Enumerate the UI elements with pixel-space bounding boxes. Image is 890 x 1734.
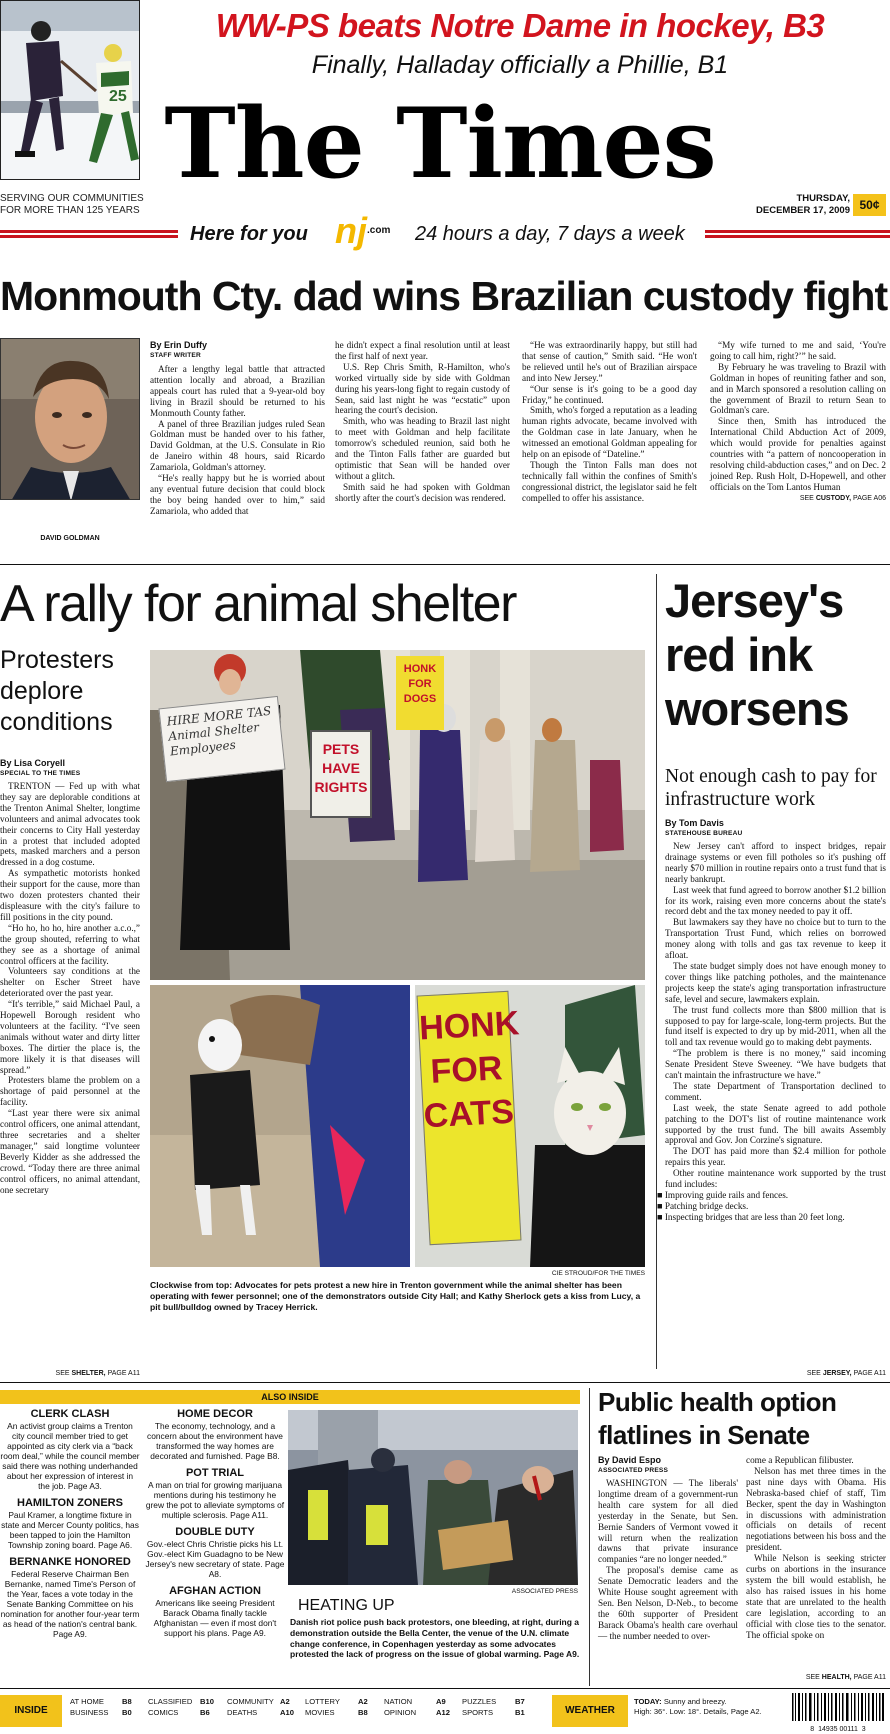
brief-text: An activist group claims a Trenton city council member tried to get appointed as city clerk via a “back room deal,” while the council member said there was nothing underhanded about her expression of interest in the job. Page A3. [0,1421,140,1491]
rally-byline: By Lisa Coryell [0,758,66,768]
index-community[interactable] [227,1697,274,1707]
rally-photo-caption: Clockwise from top: Advocates for pets protest a new hire in Trenton government while the animal shelter has been operating with fewer personnel; one of the demonstrators outside City Hall; and Kathy Sherlock gets a kiss from Lucy, a pit bull/bulldog owned by Tracey Herrick. [150,1280,641,1312]
rally-p2: “Ho ho, ho ho, hire another a.c.o.,” the group shouted, referring to what they see as a shortage of animal control officers at the facility. [0,922,140,966]
riot-photo-caption: Danish riot police push back protestors, one bleeding, at right, during a demonstration outside the Bella Center, the venue of the U.N. climate change conference, in Copenhagen yesterday as some advocates protested the lack of progress on the issue of global warming. Page A9. [290,1617,580,1660]
brief-head: POT TRIAL [185,1467,245,1479]
see-bold: CUSTODY, [815,494,852,502]
brief-head: HAMILTON ZONERS [17,1497,123,1509]
index-section: BUSINESS [70,1708,109,1717]
index-page: B8 [122,1697,132,1706]
index-section: CLASSIFIED [148,1697,193,1706]
custody-headline[interactable]: Monmouth Cty. dad wins Brazilian custody fight [0,273,888,319]
index-page: B7 [515,1697,525,1706]
custody-c3p2: Smith, who's forged a reputation as a leading human rights advocate, became involved with the Goldman case in late January, when he witnessed an emotional Goldman appealing for help on an episode of “Dateline.” [522,405,697,460]
weather-label[interactable]: WEATHER [552,1695,628,1727]
brief-double-duty[interactable] [145,1526,285,1579]
brief-bernanke[interactable] [0,1556,140,1639]
brief-text: Gov.-elect Chris Christie picks his Lt. Gov.-elect Kim Guadagno to be New Jersey's new secretary of state. Page A8. [145,1539,285,1579]
see-page: PAGE A11 [853,1370,886,1377]
index-bar [0,1688,890,1733]
sign-hire-more: HIRE MORE TAS Animal Shelter Employees [158,696,285,782]
brief-hamilton-zoners[interactable] [0,1497,140,1550]
jersey-p1: Last week that fund agreed to borrow another $1.2 billion for its work, raising even more concerns about the state's record debt and the tax money needed to pay it off. [665,884,886,917]
index-comics[interactable] [148,1708,178,1718]
index-page: B1 [515,1708,525,1717]
brief-head: HOME DECOR [177,1408,253,1420]
brief-text: Federal Reserve Chairman Ben Bernanke, named Time's Person of the Year, faces a vote today in the Senate Banking Committee on his nomination for another four-year term as head of the nation's central bank. Page A9. [0,1569,140,1639]
custody-c3p3: Though the Tinton Falls man does not technically fall within the confines of Smith's congressional district, the legislator said he felt compelled to offer his assistance. [522,459,697,503]
index-section: DEATHS [227,1708,258,1717]
index-page: A2 [358,1697,368,1706]
tagline-rule-right [705,230,890,238]
rally-p0: TRENTON — Fed up with what they say are deplorable conditions at the Trenton Animal Shelter, longtime volunteers and animal advocates took their concerns to City Hall yesterday in a protest that included adopted pets, masked marchers and a person dressed in a dog costume. [0,781,140,868]
brief-text: Paul Kramer, a longtime fixture in state and Mercer County politics, has been tapped to join the Hamilton Township zoning board. Page A6. [1,1510,139,1550]
index-page: A10 [280,1708,294,1717]
weather-today: TODAY: [634,1697,662,1706]
index-at-home-page [122,1697,132,1707]
custody-c3p1: “Our sense is it's going to be a good day Friday,” he continued. [522,383,697,405]
price-badge: 50¢ [853,194,886,216]
index-section: SPORTS [462,1708,494,1717]
custody-c2p0: he didn't expect a final resolution until at least the first half of next year. [335,340,510,361]
brief-afghan-action[interactable] [145,1585,285,1638]
index-classified[interactable] [148,1697,192,1707]
see-page: PAGE A06 [853,494,886,502]
custody-c4p1: By February he was traveling to Brazil with Goldman in hopes of reuniting father and son, and in March sponsored a resolution calling on the government of Brazil to return Sean to Goldman's care. [710,361,886,416]
jersey-p7: Last week, the state Senate agreed to add pothole patching to the DOT's list of routine maintenance work supported by the trust fund. The bill awaits Assembly approval and Gov. Jon Corzine's signature. [665,1102,886,1146]
bullet-text: Patching bridge decks. [664,1200,749,1211]
jersey-p6: The state Department of Transportation declined to comment. [665,1080,886,1102]
index-page: B10 [200,1697,214,1706]
health-c2p2: While Nelson is seeking stricter curbs on abortions in the insurance system the bill would establish, he also has raised issues in his home state that are unrelated to the health care legislation, according to an official with close ties to the senator. The official spoke on [746,1553,886,1640]
nj-logo-text: nj [335,210,367,251]
index-section: COMMUNITY [227,1697,274,1706]
jersey-p4: The trust fund collects more than $800 million that is supposed to pay for large-scale, long-term projects. But the fund itself is expected to dry up by mid-2011, when all the toll and tax revenue would go to making debt payments. [665,1004,886,1048]
riot-police-photo[interactable] [288,1410,578,1585]
index-nation-page [436,1697,446,1707]
barcode [790,1693,886,1733]
brief-clerk-clash[interactable] [0,1408,140,1491]
teaser-hockey[interactable]: WW-PS beats Notre Dame in hockey, B3 [215,7,825,44]
weather-line2: High: 36°. Low: 18°. Details, Page A2. [634,1707,762,1716]
custody-c2p2: Smith, who was heading to Brazil last night to meet with Goldman and help facilitate tomorrow's scheduled reunion, said both he and the Tinton Falls father are guarded but optimistic that Sean will be handed over without a glitch. [335,416,510,481]
hockey-players-image [1,1,140,180]
nj-logo-suffix: .com [367,225,391,236]
index-puzzles-page [515,1697,525,1707]
weekday: THURSDAY, [796,193,850,204]
rally-p3: Volunteers say conditions at the shelter on Escher Street have deteriorated over the past year. [0,966,140,999]
index-section: LOTTERY [305,1697,340,1706]
health-c2p0: come a Republican filibuster. [746,1455,854,1465]
bullet-text: Improving guide rails and fences. [664,1190,789,1200]
jersey-subhead: Not enough cash to pay for infrastructure work [665,766,877,810]
index-section: AT HOME [70,1697,104,1706]
rally-p1: As sympathetic motorists honked their support for the cause, more than two dozen protesters chanted their displeasure with the city's failure to fill positions in the city pound. [0,868,140,922]
index-sports[interactable] [462,1708,493,1718]
copenhagen-protest-image [288,1410,578,1585]
weather-forecast [634,1697,784,1717]
index-movies-page [358,1708,368,1718]
tagline-left: Here for you [190,223,308,245]
riot-photo-credit: ASSOCIATED PRESS [511,1588,578,1595]
hockey-photo[interactable] [0,0,140,180]
section-rule-2 [0,1382,890,1383]
sign-honk-dogs: HONK FOR DOGS [396,656,444,730]
riot-photo-head: HEATING UP [298,1597,395,1614]
index-movies[interactable] [305,1708,335,1718]
brief-head: DOUBLE DUTY [175,1526,255,1538]
health-c1p0: WASHINGTON — The liberals' longtime dream of a government-run health care system for all died yesterday in the Senate, but Sen. Bernie Sanders of Vermont vowed it will return when the realization dawns that private insurance companies “are no longer needed.” [598,1478,738,1565]
bullet-text: Inspecting bridges that are less than 20 feet long. [664,1211,845,1222]
masthead-title[interactable]: The Times [164,87,716,200]
svg-text:25: 25 [109,88,127,105]
dog-kiss-image [150,985,410,1267]
brief-head: BERNANKE HONORED [9,1556,131,1568]
rally-headline[interactable]: A rally for animal shelter [0,575,516,633]
jersey-p5: “The problem is there is no money,” said incoming Senate President Steve Sweeney. “We have budgets that can't maintain the infrastructure we have.” [665,1048,886,1081]
rally-jump[interactable] [0,1370,140,1377]
health-headline[interactable]: Public health option flatlines in Senate [598,1387,837,1450]
jersey-p8: The DOT has paid more than $2.4 million for pothole repairs this year. [665,1146,886,1168]
jersey-role: STATEHOUSE BUREAU [665,830,743,837]
custody-jump[interactable] [710,495,886,502]
index-opinion-page [436,1708,450,1718]
index-classified-page [200,1697,214,1707]
masthead-date [700,193,850,217]
index-puzzles[interactable] [462,1697,496,1707]
see-page: PAGE A11 [107,1370,140,1377]
index-page: B0 [122,1708,132,1717]
index-at-home[interactable] [70,1697,104,1707]
index-opinion[interactable] [384,1708,416,1718]
section-rule [0,564,890,565]
brief-head: AFGHAN ACTION [169,1585,261,1597]
index-page: A12 [436,1708,450,1717]
serving-line: SERVING OUR COMMUNITIES FOR MORE THAN 125 YEARS [0,193,144,216]
rally-column [0,758,140,1195]
tagline-right: 24 hours a day, 7 days a week [415,223,685,245]
index-nation[interactable] [384,1697,412,1707]
custody-col1 [150,340,325,517]
see-pre: SEE [806,1370,821,1377]
sign-honk-for-cats: HONK FOR CATS [417,991,522,1245]
index-label: INSIDE [0,1695,62,1727]
goldman-photo-caption: DAVID GOLDMAN [40,535,100,542]
custody-c3p0: “He was extraordinarily happy, but still had that sense of caution,” Smith said. “He won't be relieved until he's out of Brazilian airspace and into New Jersey.” [522,340,697,383]
jersey-byline: By Tom Davis [665,818,724,828]
index-section: NATION [384,1697,413,1706]
jersey-bullet-2: ■ Inspecting bridges that are less than 20 feet long. [657,1211,845,1222]
index-section: OPINION [384,1708,417,1717]
see-page: PAGE A11 [853,1674,886,1681]
index-section: PUZZLES [462,1697,497,1706]
dog-kiss-photo[interactable] [150,985,410,1267]
index-community-page [280,1697,290,1707]
see-pre: SEE [799,494,814,502]
weather-line1: Sunny and breezy. [663,1697,727,1706]
brief-home-decor[interactable] [145,1408,285,1461]
custody-col3 [522,340,697,504]
custody-c1p1: A panel of three Brazilian judges ruled Sean Goldman must be handed over to his father, David Goldman, at the U.S. Consulate in Rio de Janeiro within 48 hours, said Ricardo Zamariola, Goldman's attorney. [150,418,325,473]
barcode-icon [790,1693,886,1721]
jersey-bullet-0: ■ Improving guide rails and fences. [657,1190,789,1200]
jersey-p3: The state budget simply does not have enough money to cover things like patching potholes, and the maintenance projects keep the state's aging transportation infrastructure safe, level and secure, lawmakers explain. [665,960,886,1004]
custody-c2p3: Smith said he had spoken with Goldman shortly after the court's decision was rendered. [335,481,510,503]
custody-col4 [710,340,886,502]
health-byline: By David Espo [598,1455,662,1465]
brief-text: A man on trial for growing marijuana mentions during his testimony he grew the pot to alleviate symptoms of multiple sclerosis. Page A11. [145,1480,285,1520]
index-page: A9 [436,1697,446,1706]
custody-c2p1: U.S. Rep Chris Smith, R-Hamilton, who's worked virtually side by side with Goldman during his years-long fight to regain custody of Sean, said last night he was “ecstatic” upon hearing the court's decision. [335,361,510,416]
rally-photo-credit: CIE STROUD/FOR THE TIMES [551,1270,645,1277]
rally-p4: “It's terrible,” said Michael Paul, a Hopewell Borough resident who volunteers at the facility. “I've seen animals without water and dirty litter boxes. The dirtier the place is, the more likely it is that diseases will spread.” [0,999,140,1075]
date: DECEMBER 17, 2009 [756,205,850,216]
teaser-halladay[interactable]: Finally, Halladay officially a Phillie, B1 [311,51,729,79]
see-pre: SEE [55,1370,70,1377]
also-inside-mid [145,1408,285,1638]
health-col2 [746,1455,886,1640]
health-role: ASSOCIATED PRESS [598,1467,669,1474]
brief-pot-trial[interactable] [145,1467,285,1520]
see-pre: SEE [805,1674,820,1681]
custody-c4p2: Since then, Smith has introduced the International Child Abduction Act of 2009, which would provide for penalties against countries with “a pattern of noncooperation in resolving child-abduction cases,” and on Dec. 2 joined Rep. Rush Holt, D-Hopewell, and other officials on the Tom Lantos Human [710,416,886,492]
custody-c1p2: “He's really happy but he is worried about any eventual future decision that could block the boy being handed over to him,” said Zamariola, who added that [150,473,325,516]
index-page: B8 [358,1708,368,1717]
jersey-p0: New Jersey can't afford to inspect bridges, repair drainage systems or even fill potholes so it's pushing off nearly $70 million in routine repairs onto a trust fund that is nearly bankrupt. [665,841,886,884]
brief-text: The economy, technology, and a concern about the environment have transformed the way homes are decorated and furnished. Page B8. [147,1421,283,1461]
rally-role: SPECIAL TO THE TIMES [0,770,81,777]
rally-main-photo[interactable] [150,650,645,980]
honk-for-cats-photo[interactable] [415,985,645,1267]
goldman-portrait-image [1,339,140,500]
rally-p6: “Last year there were six animal control officers, one animal attendant, three secretaries and a shelter manager,” said longtime volunteer Beverly Kidder as she addressed the crowd. “Today there are three animal control officers, no animal attendant, one secretary [0,1108,140,1195]
rally-subhead: Protesters deplore conditions [0,646,114,736]
brief-text: Americans like seeing President Barack Obama finally tackle Afghanistan — even if most don't support his plans. Page A9. [153,1598,277,1638]
also-inside-banner: ALSO INSIDE [0,1390,580,1404]
index-lottery[interactable] [305,1697,340,1707]
brief-head: CLERK CLASH [30,1408,110,1420]
custody-c4p0: “My wife turned to me and said, ‘You're going to call him, right?’” he said. [710,340,886,361]
custody-col2 [335,340,510,504]
see-bold: SHELTER, [71,1370,106,1377]
jersey-headline[interactable]: Jersey's red ink worsens [665,574,849,735]
index-section: MOVIES [305,1708,335,1717]
index-business-page [122,1708,132,1718]
vertical-rule-2 [589,1388,590,1686]
tagline-rule-left [0,230,178,238]
jersey-bullet-1: ■ Patching bridge decks. [657,1200,749,1211]
vertical-rule [656,574,657,1369]
index-comics-page [200,1708,210,1718]
also-inside-left [0,1408,140,1639]
see-bold: HEALTH, [821,1674,852,1681]
index-deaths[interactable] [227,1708,257,1718]
jersey-column [657,818,886,1223]
index-sports-page [515,1708,525,1718]
see-bold: JERSEY, [822,1370,852,1377]
index-page: A2 [280,1697,290,1706]
index-business[interactable] [70,1708,108,1718]
jersey-p2: But lawmakers say they have no choice but to turn to the Transportation Trust Fund, which relies on borrowed money along with tolls and gas tax revenue to keep it afloat. [665,917,886,961]
health-c2p1: Nelson has met three times in the past nine days with Obama. His Nebraska-based chief of staff, Tim Becker, spent the day in Washington in discussions with administration officials on details of recent negotiations between his boss and the president. [746,1465,886,1553]
custody-role: STAFF WRITER [150,352,201,359]
nj-logo[interactable] [335,210,391,251]
barcode-number: 8 14935 00111 3 [810,1726,866,1733]
custody-byline: By Erin Duffy [150,340,208,350]
health-jump[interactable] [746,1674,886,1681]
sign-pets-have-rights: PETS HAVE RIGHTS [310,730,372,818]
rally-p5: Protesters blame the problem on a shortage of paid personnel at the facility. [0,1075,140,1108]
index-deaths-page [280,1708,294,1718]
custody-c1p0: After a lengthy legal battle that attracted attention locally and abroad, a Brazilian appeals court has ruled that a 9-year-old boy living in Brazil should be returned to his Monmouth County father. [150,364,325,418]
jersey-p9: Other routine maintenance work supported by the trust fund includes: [665,1168,886,1190]
index-lottery-page [358,1697,368,1707]
jersey-jump[interactable] [665,1370,886,1377]
health-c1p1: The proposal's demise came as Senate Democratic leaders and the White House sought agreement with Sen. Ben Nelson, D-Neb., to become the 60th supporter of President Barack Obama's health care overhaul — the number needed to over- [598,1565,738,1641]
health-col1 [598,1455,738,1642]
index-section: COMICS [148,1708,179,1717]
goldman-photo[interactable] [0,338,140,500]
index-page: B6 [200,1708,210,1717]
